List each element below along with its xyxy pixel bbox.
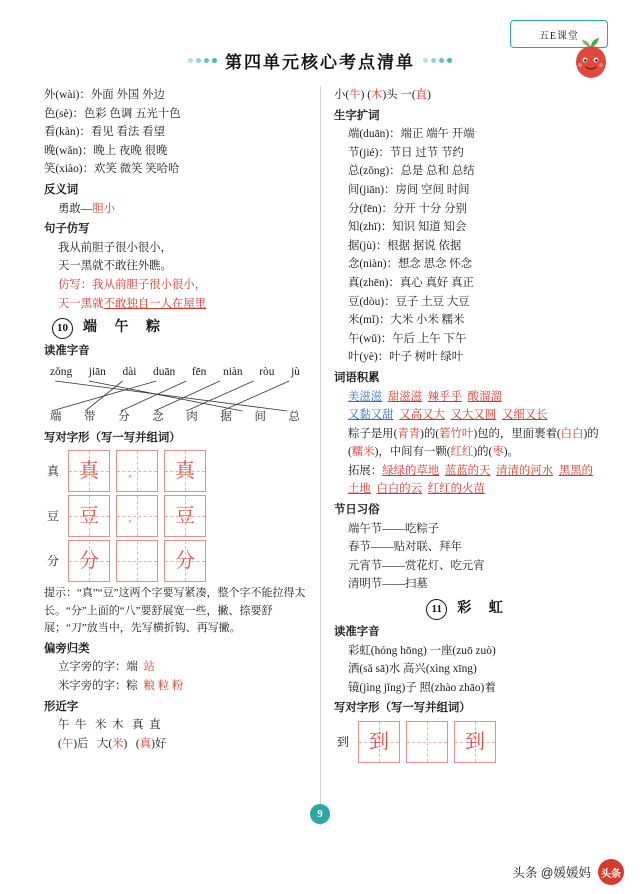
writing-tip: 提示：“真”“豆”这两个字要写紧凑，整个字不能拉得太长。“分”上面的“八”要舒展宽一些，撇、捺要舒展；“刀”放当中，先写横折钩、再写撇。 xyxy=(44,587,306,635)
answer-red: 牛 xyxy=(349,89,361,101)
similar-heading: 形近字 xyxy=(44,700,79,713)
phrase: 又黏又甜 xyxy=(348,409,394,422)
tianzige-cell[interactable] xyxy=(116,540,158,582)
accumulate-row xyxy=(334,406,602,425)
answer-red: 枣 xyxy=(492,446,504,459)
answer-red: 直 xyxy=(415,89,428,101)
text-part: ) ( xyxy=(360,89,372,101)
extend-phrase: 白白的云 xyxy=(376,483,423,496)
page-number: 9 xyxy=(310,804,330,824)
accumulate-row xyxy=(334,388,602,407)
pinyin-heading: 读准字音 xyxy=(334,626,380,639)
custom-item: 清明节——扫墓 xyxy=(348,578,428,591)
hanzi-token: 带 xyxy=(84,411,96,424)
page-number-wrap xyxy=(10,804,630,824)
radical-heading: 偏旁归类 xyxy=(44,642,90,655)
radical-item xyxy=(44,658,306,677)
text-part: )头 一( xyxy=(382,89,416,101)
imitate-line: 天一黑就不敢往外瞧。 xyxy=(58,260,172,273)
expand-line: 叶(yè)：叶子 树叶 绿叶 xyxy=(348,351,464,364)
vocab-line: 笑(xiào)：欢笑 微笑 笑哈哈 xyxy=(44,163,180,176)
similar-char: 木 xyxy=(112,719,124,732)
right-column xyxy=(320,86,604,826)
hanzi-token: 念 xyxy=(152,411,164,424)
similar-answer: 米 xyxy=(112,737,124,750)
watermark-footer xyxy=(0,850,640,894)
tianzige-cell[interactable] xyxy=(164,450,206,492)
expand-line: 分(fēn)：分开 十分 分别 xyxy=(348,202,467,215)
pinyin-choice-line[interactable]: 洒(sǎ sā)水 高兴(xìng xīng) xyxy=(348,663,477,676)
phrase: 又高又大 xyxy=(399,409,445,422)
answer-red: 红红 xyxy=(450,446,474,459)
answer-red: 木 xyxy=(371,89,383,101)
tianzige-cell[interactable] xyxy=(68,450,110,492)
cell-glyph: 分 xyxy=(79,550,99,573)
writing-row xyxy=(334,721,602,763)
expand-line: 总(zǒng)：总是 总和 总结 xyxy=(348,165,475,178)
writing-char: 到 xyxy=(336,734,349,749)
phrase: 美滋滋 xyxy=(348,390,383,403)
extend-row xyxy=(334,462,602,499)
hanzi-token: 分 xyxy=(118,411,130,424)
phrase: 辣乎乎 xyxy=(427,390,462,403)
pinyin-heading: 读准字音 xyxy=(44,345,90,358)
phrase: 又细又长 xyxy=(501,409,548,422)
similar-row-answers: (午)后 大(米) (真)好 xyxy=(58,737,167,750)
imitate-line: 我从前胆子很小很小， xyxy=(58,241,172,254)
hanzi-token: 间 xyxy=(254,411,266,424)
cell-glyph: 豆 xyxy=(175,505,195,528)
write-heading: 写对字形（写一写并组词） xyxy=(44,431,181,444)
title-dots-right xyxy=(423,58,452,63)
expand-line: 据(jù)：根据 据说 依据 xyxy=(348,239,462,252)
similar-continued: 小(牛) (木)头 一(直) xyxy=(334,89,431,101)
antonym-answer: 胆小 xyxy=(92,202,115,215)
antonym-heading: 反义词 xyxy=(44,183,79,196)
write-heading: 写对字形（写一写并组词） xyxy=(334,702,471,715)
expand-line: 米(mǐ)：大米 小米 糯米 xyxy=(348,314,465,327)
tianzige-cell[interactable] xyxy=(358,721,400,763)
brand-badge: 五E课堂 xyxy=(510,20,608,48)
radical-label: 立字旁的字：端 xyxy=(58,661,138,674)
lesson-heading-11 xyxy=(334,599,602,620)
pinyin-row-bottom xyxy=(44,408,306,427)
writing-char: 豆 xyxy=(46,509,59,524)
tianzige-cell[interactable] xyxy=(68,495,110,537)
text-part: )的( xyxy=(473,446,493,459)
hanzi-token: 据 xyxy=(220,411,232,424)
vocab-line: 外(wài)：外面 外国 外边 xyxy=(44,89,165,101)
writing-cells xyxy=(68,495,206,537)
expand-line: 午(wǔ)：午后 上午 下午 xyxy=(348,332,467,345)
radical-label: 米字旁的字：粽 xyxy=(58,680,138,692)
similar-row-top xyxy=(44,716,306,735)
imitate-heading: 句子仿写 xyxy=(44,223,90,236)
cloze-sentence xyxy=(334,425,602,462)
pinyin-match-exercise[interactable] xyxy=(44,363,306,427)
similar-answer: 午 xyxy=(61,737,74,750)
text-part: )的( xyxy=(348,427,599,459)
extend-label: 拓展： xyxy=(348,464,383,477)
expand-heading: 生字扩词 xyxy=(334,109,380,122)
antonym-word: 勇敢— xyxy=(58,202,93,215)
radical-answer: 站 xyxy=(143,661,155,674)
cell-glyph: 豆 xyxy=(79,505,99,528)
writing-row xyxy=(44,450,306,492)
answer-red: 白白 xyxy=(560,427,584,440)
antonym-item xyxy=(44,200,306,219)
lesson-number: 10 xyxy=(52,318,73,339)
writing-row xyxy=(44,540,306,582)
text-part: )的( xyxy=(420,427,440,440)
cell-glyph: 真 xyxy=(175,460,195,483)
radical-item xyxy=(44,677,306,696)
cell-glyph: 真 xyxy=(79,460,99,483)
expand-line: 念(niàn)：想念 思念 怀念 xyxy=(348,258,473,271)
answer-red: 箬竹叶 xyxy=(439,427,474,440)
radical-answer: 粮 粒 粉 xyxy=(143,680,184,692)
phrase: 又大又圆 xyxy=(450,409,497,422)
similar-char: 午 xyxy=(58,719,70,732)
page-title: 第四单元核心考点清单 xyxy=(225,53,415,72)
tianzige-cell[interactable] xyxy=(164,495,206,537)
custom-item: 端午节——吃粽子 xyxy=(348,522,440,535)
toutiao-logo-icon: 头条 xyxy=(598,859,624,885)
writing-row xyxy=(44,495,306,537)
text-part: )。 xyxy=(503,446,519,459)
pinyin-choice-line[interactable]: 镜(jìng jǐng)子 照(zhào zhāo)着 xyxy=(348,681,496,694)
writing-char: 分 xyxy=(46,554,59,569)
content-columns xyxy=(36,86,604,826)
custom-heading: 节日习俗 xyxy=(334,504,380,517)
writing-cells xyxy=(68,450,206,492)
tianzige-cell[interactable] xyxy=(164,540,206,582)
extend-phrase: 蓝蓝的天 xyxy=(444,464,491,477)
pinyin-token: fēn xyxy=(191,365,207,378)
left-column xyxy=(36,86,320,826)
pinyin-token: ròu xyxy=(259,365,275,378)
extend-phrase: 清清的河水 xyxy=(496,464,554,477)
pinyin-token: jù xyxy=(291,365,300,378)
writing-cells xyxy=(68,540,206,582)
vocab-line: 色(sè)：色彩 色调 五光十色 xyxy=(44,107,181,120)
answer-red: 青青 xyxy=(397,427,421,440)
phrase: 甜滋滋 xyxy=(387,390,423,403)
imitate-answer-line2 xyxy=(44,295,306,314)
text-part: 粽子是用( xyxy=(348,427,398,440)
similar-char: 直 xyxy=(149,719,161,732)
page-title-bar xyxy=(10,48,630,73)
writing-char: 真 xyxy=(46,464,59,479)
answer-red: 糯米 xyxy=(351,446,375,459)
pinyin-token: duān xyxy=(153,365,176,378)
custom-item: 春节——贴对联、拜年 xyxy=(348,541,462,554)
lesson-title: 端 午 粽 xyxy=(83,320,167,336)
expand-line: 端(duān)：端正 端午 开端 xyxy=(348,128,475,141)
writing-cells xyxy=(358,721,496,763)
tianzige-cell[interactable] xyxy=(116,495,158,537)
hanzi-token: 总 xyxy=(288,411,300,424)
tianzige-cell[interactable] xyxy=(454,721,496,763)
text-part: 小( xyxy=(334,89,350,101)
extend-phrase: 绿绿的草地 xyxy=(382,464,440,477)
pinyin-choice-line[interactable]: 彩虹(hóng hōng) 一座(zuō zuò) xyxy=(348,644,496,657)
cell-glyph: ． xyxy=(127,505,147,528)
imitate-answer-prefix: 天一黑就 xyxy=(58,297,104,310)
hanzi-token: 端 xyxy=(50,411,62,424)
similar-char: 真 xyxy=(132,719,144,732)
similar-char: 牛 xyxy=(75,719,87,732)
hanzi-token: 肉 xyxy=(186,411,198,424)
extend-phrase: 红红的火苗 xyxy=(427,483,485,496)
accumulate-heading: 词语积累 xyxy=(334,371,380,384)
similar-char: 米 xyxy=(95,719,107,732)
watermark-text: 头条 @媛媛妈 xyxy=(512,866,591,880)
similar-answer: 真 xyxy=(139,737,152,750)
pinyin-token: jiān xyxy=(88,365,106,378)
expand-line: 节(jié)：节日 过节 节约 xyxy=(348,146,464,159)
imitate-answer-line1: 仿写：我从前胆子很小很小， xyxy=(58,278,207,291)
text-part: )，中间有一颗( xyxy=(374,446,451,459)
paper-sheet xyxy=(10,8,630,850)
lesson-title: 彩 虹 xyxy=(457,601,510,617)
title-dots-left xyxy=(188,58,217,63)
tianzige-cell[interactable] xyxy=(406,721,448,763)
cell-glyph: 到 xyxy=(465,730,485,753)
pinyin-token: dài xyxy=(122,365,137,378)
lesson-heading-10 xyxy=(44,318,306,339)
vocab-line: 看(kàn)：看见 看法 看望 xyxy=(44,126,165,139)
cell-glyph: 到 xyxy=(369,730,389,753)
pinyin-token: niàn xyxy=(223,365,243,378)
text-part: )包的，里面裹着( xyxy=(473,427,561,440)
phrase: 酸溜溜 xyxy=(467,390,502,403)
imitate-answer-blank: 不敢独自一人在屋里 xyxy=(103,297,207,310)
extend-phrase: 黑黑的土地 xyxy=(348,464,593,496)
custom-item: 元宵节——赏花灯、吃元宵 xyxy=(348,559,485,572)
expand-line: 间(jiān)：房间 空间 时间 xyxy=(348,183,470,196)
expand-line: 豆(dòu)：豆子 土豆 大豆 xyxy=(348,295,470,308)
tianzige-cell[interactable] xyxy=(116,450,158,492)
expand-line: 知(zhī)：知识 知道 知会 xyxy=(348,221,467,234)
cell-glyph: 分 xyxy=(175,550,195,573)
lesson-number: 11 xyxy=(426,599,447,620)
tianzige-cell[interactable] xyxy=(68,540,110,582)
expand-line: 真(zhēn)：真心 真好 真正 xyxy=(348,276,474,289)
cell-glyph: ． xyxy=(127,460,147,483)
vocab-line: 晚(wǎn)：晚上 夜晚 很晚 xyxy=(44,144,168,157)
pinyin-token: zǒng xyxy=(50,365,73,378)
